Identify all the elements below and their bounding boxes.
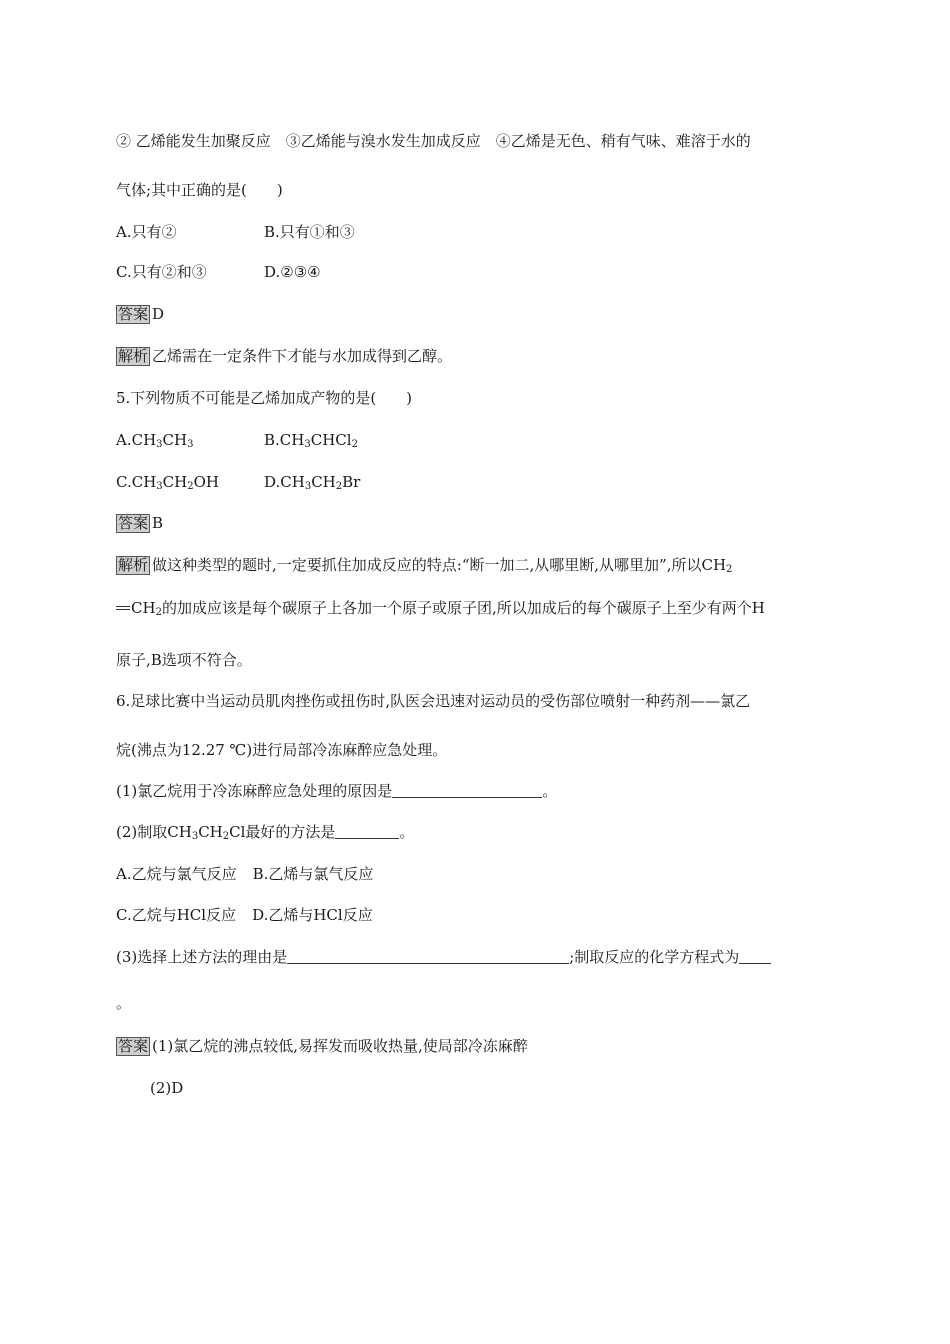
q5-answer	[116, 513, 163, 533]
q5-analysis-line3: 原子,B选项不符合。	[116, 651, 252, 669]
q4-answer	[116, 304, 164, 324]
q4-option-a: A.只有②	[116, 223, 177, 241]
q5-analysis-line1: 解析 做这种类型的题时,一定要抓住加成反应的特点:“断一加二,从哪里断,从哪里加”,所以$CH_2$	[118, 556, 733, 575]
q6-part2: (2)制取$CH_3CH_2Cl$最好的方法是 。	[116, 823, 415, 842]
q6-stem-line1: 6.足球比赛中当运动员肌肉挫伤或扭伤时,队医会迅速对运动员的受伤部位喷射一种药剂——氯乙	[116, 692, 751, 710]
q5-analysis-line2: $CH_2$的加成应该是每个碳原子上各加一个原子或原子团,所以加成后的每个碳原子上至少有两个H	[116, 598, 765, 618]
answer-blank[interactable]	[739, 949, 771, 964]
q6-options-ab	[116, 864, 373, 884]
analysis-text: 做这种类型的题时,一定要抓住加成反应的特点:“断一加二,从哪里断,从哪里加”,所以CH	[152, 556, 727, 574]
answer-blank[interactable]	[392, 783, 542, 798]
analysis-text: 乙烯需在一定条件下才能与水加成得到乙醇。	[152, 347, 453, 365]
q4-analysis	[116, 346, 452, 366]
q6-option-b: B.乙烯与氯气反应	[252, 865, 374, 883]
answer-blank[interactable]	[335, 824, 399, 839]
q6-option-c: C.乙烷与HCl反应	[116, 906, 237, 924]
q4-line2: 气体;其中正确的是( )	[116, 181, 283, 199]
q4-option-c: C.只有②和③	[116, 263, 207, 281]
answer-text: B	[152, 514, 164, 532]
q5-option-d: $D.CH_3CH_2Br$	[264, 473, 361, 492]
answer-text: D	[152, 305, 165, 323]
q4-option-d: D.②③④	[264, 263, 321, 281]
answer-tag: 答案	[118, 514, 149, 532]
q6-answer-line2: (2)D	[150, 1079, 184, 1097]
q4-options-ab	[116, 222, 355, 242]
q6-option-d: D.乙烯与HCl反应	[252, 906, 373, 924]
q6-stem-line2: 烷(沸点为12.27 ℃)进行局部冷冻麻醉应急处理。	[116, 741, 448, 759]
q4-options-cd	[116, 262, 321, 282]
analysis-tag: 解析	[118, 556, 149, 574]
q6-answer-line1	[116, 1036, 528, 1056]
q6-part1: (1)氯乙烷用于冷冻麻醉应急处理的原因是 。	[116, 782, 558, 800]
double-bond-icon	[116, 606, 130, 610]
q4-option-b: B.只有①和③	[264, 223, 355, 241]
q5-option-c: $C.CH_3CH_2OH$	[116, 473, 219, 492]
q4-line1: ② 乙烯能发生加聚反应 ③乙烯能与溴水发生加成反应 ④乙烯是无色、稍有气味、难溶于水的	[116, 132, 751, 150]
analysis-tag: 解析	[118, 347, 149, 365]
q6-options-cd	[116, 905, 373, 925]
q5-option-a: $A.CH_3CH_3$	[116, 431, 194, 450]
q5-options-ab	[116, 430, 358, 450]
q5-stem: 5.下列物质不可能是乙烯加成产物的是( )	[116, 389, 413, 407]
q5-option-b: $B.CH_3CHCl_2$	[264, 431, 358, 450]
q6-part3: (3)选择上述方法的理由是 ;制取反应的化学方程式为	[116, 947, 771, 967]
q5-options-cd	[116, 472, 360, 492]
answer-tag: 答案	[118, 1037, 149, 1055]
answer-blank[interactable]	[287, 949, 569, 964]
answer-tag: 答案	[118, 305, 149, 323]
q6-part3-end: 。	[116, 994, 132, 1012]
answer-text: (1)氯乙烷的沸点较低,易挥发而吸收热量,使局部冷冻麻醉	[152, 1037, 528, 1055]
q6-option-a: A.乙烷与氯气反应	[116, 865, 237, 883]
